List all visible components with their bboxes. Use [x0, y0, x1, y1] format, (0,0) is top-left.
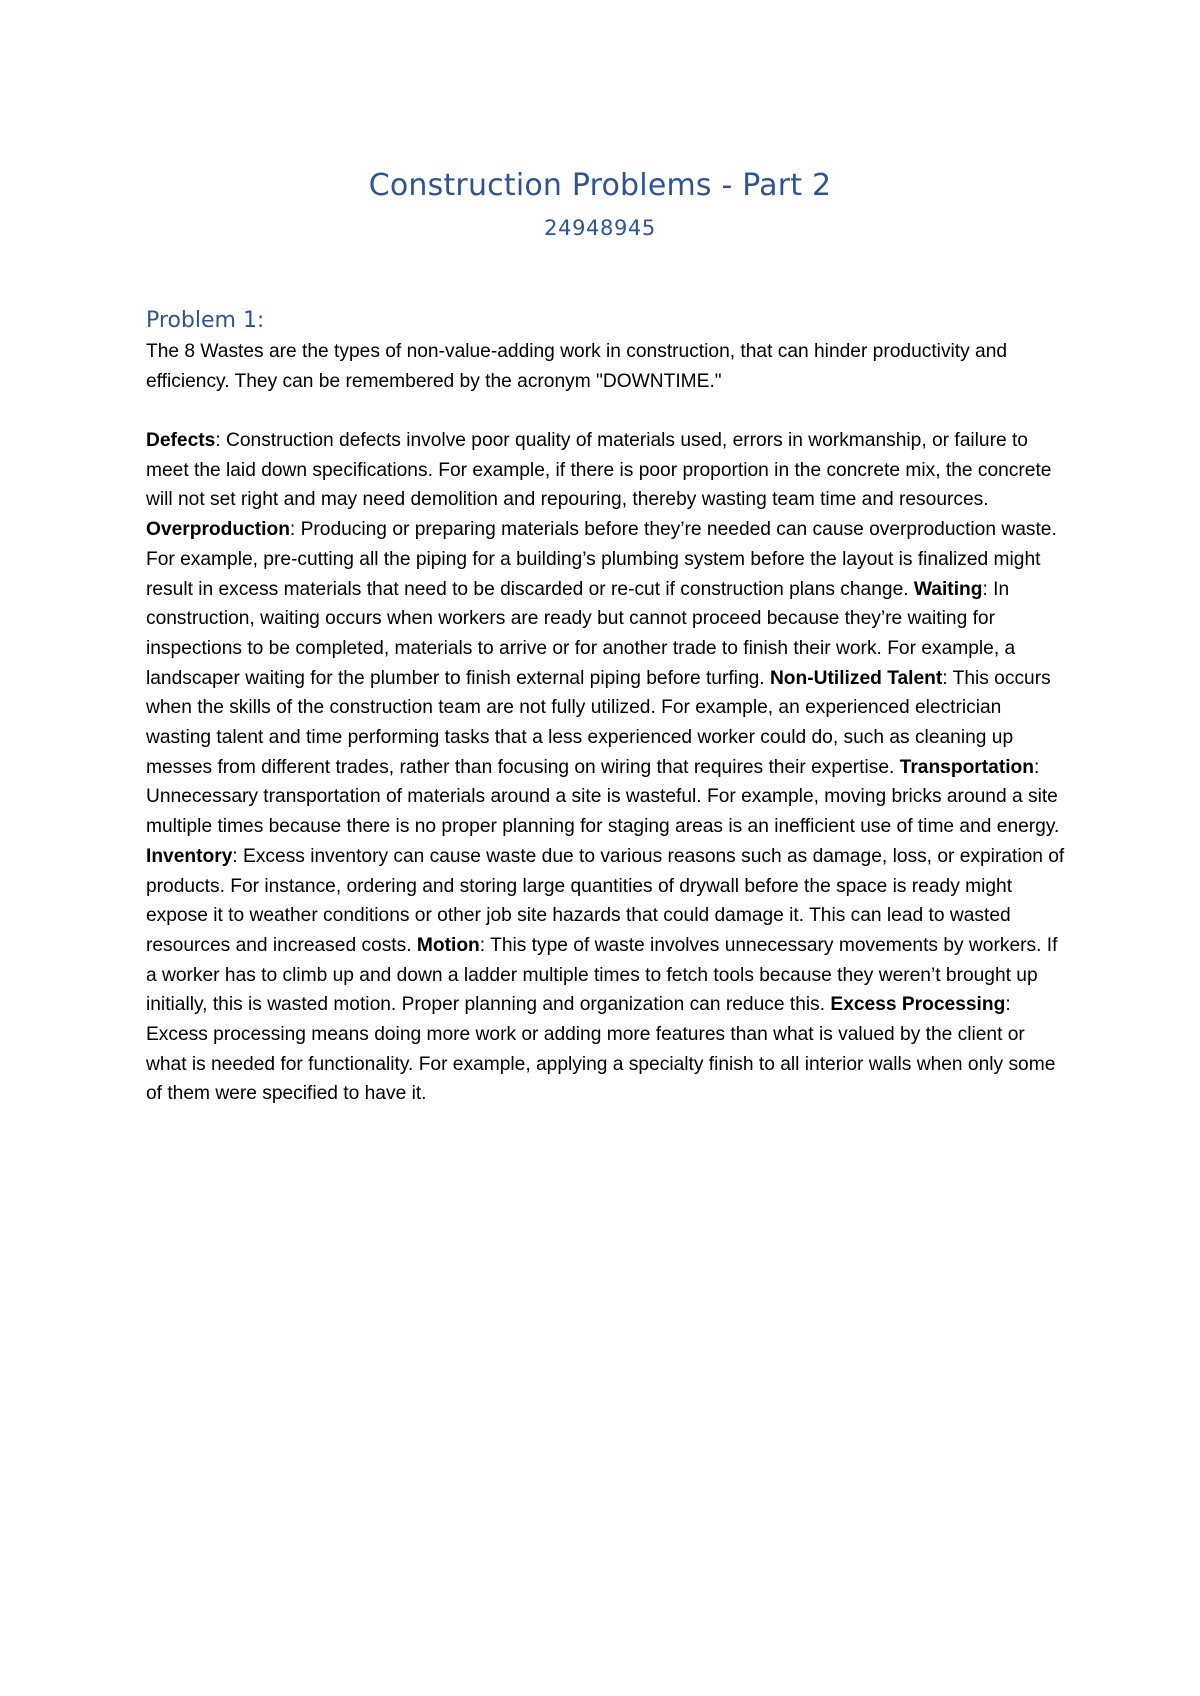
waste-term-waiting: Waiting	[913, 578, 983, 600]
problem-heading: Problem 1:	[146, 308, 265, 333]
waste-term-transportation: Transportation	[899, 756, 1034, 778]
waste-term-motion: Motion	[416, 934, 480, 956]
student-id: 24948945	[544, 216, 656, 240]
waste-text-defects: : Construction defects involve poor quality of materials used, errors in workmanship, or failure to meet the laid down specifications. For example, if there is poor proportion in the concrete mix, the concrete will not set right and may need demolition and repouring, thereby wasting team time and resources.	[146, 430, 1052, 511]
waste-text-transportation: : Unnecessary transportation of materials around a site is wasteful. For example, moving bricks around a site multiple times because there is no proper planning for staging areas is an inefficient use of time and energy.	[146, 756, 1060, 838]
waste-text-waiting: : In construction, waiting occurs when workers are ready but cannot proceed because they’re waiting for inspections to be completed, materials to arrive or for another trade to finish their work. For example, a landscaper waiting for the plumber to finish external piping before turfing.	[146, 578, 1016, 689]
waste-term-non-utilized-talent: Non-Utilized Talent	[769, 667, 943, 689]
waste-text-non-utilized-talent: : This occurs when the skills of the construction team are not fully utilized. For example, an experienced electrician wasting talent and time performing tasks that a less experienced worker could do, such as cleaning up messes from different trades, rather than focusing on wiring that requires their expertise.	[146, 667, 1051, 778]
wastes-paragraph	[146, 426, 1068, 1109]
waste-text-motion: : This type of waste involves unnecessary movements by workers. If a worker has to climb up and down a ladder multiple times to fetch tools because they weren’t brought up initially, this is wasted motion. Proper planning and organization can reduce this.	[146, 934, 1058, 1016]
waste-text-inventory: : Excess inventory can cause waste due to various reasons such as damage, loss, or expiration of products. For instance, ordering and storing large quantities of drywall before the space is ready might expose it to weather conditions or other job site hazards that could damage it. This can lead to wasted resources and increased costs.	[146, 845, 1065, 956]
waste-term-defects: Defects	[146, 430, 216, 451]
waste-term-inventory: Inventory	[146, 845, 233, 867]
document-title: Construction Problems - Part 2	[368, 168, 832, 203]
waste-text-excess-processing: : Excess processing means doing more work or adding more features than what is valued by the client or what is needed for functionality. For example, applying a specialty finish to all interior walls when only some of them were specified to have it.	[146, 994, 1056, 1105]
intro-paragraph: The 8 Wastes are the types of non-value-adding work in construction, that can hinder productivity and efficiency. They can be remembered by the acronym "DOWNTIME."	[146, 341, 1008, 392]
waste-term-excess-processing: Excess Processing	[830, 994, 1006, 1016]
waste-term-overproduction: Overproduction	[146, 519, 290, 541]
waste-text-overproduction: : Producing or preparing materials before they’re needed can cause overproduction waste. For example, pre-cutting all the piping for a building’s plumbing system before the layout is finalized might result in excess materials that need to be discarded or re-cut if construction plans change.	[146, 519, 1057, 600]
